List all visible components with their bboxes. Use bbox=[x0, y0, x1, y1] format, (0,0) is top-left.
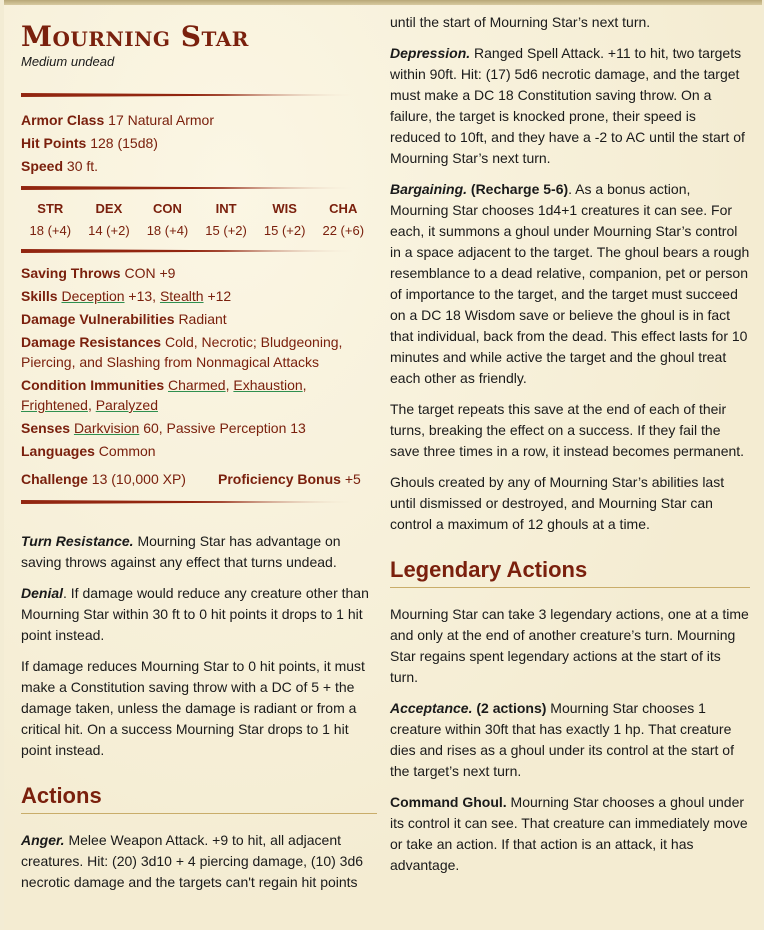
cond-exhaustion-link[interactable]: Exhaustion bbox=[233, 377, 303, 393]
resist-value: Cold, Necrotic; Bludgeoning, Piercing, and Slashing from Nonmagical Attacks bbox=[21, 334, 343, 370]
ability-label: WIS bbox=[272, 201, 297, 216]
legendary-cost: (2 actions) bbox=[472, 700, 547, 716]
core-stats bbox=[21, 110, 377, 176]
action-text: . As a bonus action, Mourning Star chooses 1d4+1 creatures it can see. For each, it summons a ghoul under Mourning Star’s control in a space adjacent to the target. The ghoul bears a rough resemblance to a dead relative, companion, pet or person of importance to the target, and the target must succeed on a DC 18 Wisdom save or believe the ghoul is in fact that individual, back from the dead. This effect lasts for 10 minutes and while active the target and the ghoul treat each other as friendly. bbox=[390, 181, 750, 386]
ability-label: CON bbox=[153, 201, 182, 216]
legendary-name: Acceptance. bbox=[390, 700, 473, 716]
ability-int bbox=[197, 200, 256, 240]
monster-type: Medium undead bbox=[21, 54, 115, 69]
stat-block-page bbox=[4, 0, 762, 930]
action-name: Depression. bbox=[390, 45, 471, 61]
armor-class-label: Armor Class bbox=[21, 112, 105, 128]
speed-label: Speed bbox=[21, 158, 64, 174]
speed-value: 30 ft. bbox=[66, 158, 99, 174]
ability-cha bbox=[314, 200, 373, 240]
action-text: Melee Weapon Attack. +9 to hit, all adjacent creatures. Hit: (20) 3d10 + 4 piercing damage, (10) 3d6 necrotic damage and the targets can't regain hit points bbox=[21, 832, 364, 890]
action-bargaining-3: Ghouls created by any of Mourning Star’s abilities last until dismissed or destroyed, and Mourning Star can control a maximum of 12 ghouls at a time. bbox=[390, 474, 725, 532]
legendary-text: Mourning Star chooses 1 creature within 30ft that has exactly 1 hp. That creature dies and rises as a ghoul under its control at the start of the target’s next turn. bbox=[390, 700, 734, 779]
hit-points bbox=[21, 133, 377, 153]
legendary-text: Mourning Star chooses a ghoul under its control it can see. That creature can immediately move or take an action. If that action is an attack, it has advantage. bbox=[390, 794, 748, 873]
prof-value: +5 bbox=[344, 471, 361, 487]
ability-con bbox=[138, 200, 197, 240]
vuln-label: Damage Vulnerabilities bbox=[21, 311, 175, 327]
ability-str bbox=[21, 200, 80, 240]
legendary-intro: Mourning Star can take 3 legendary actions, one at a time and only at the end of another creature’s turn. Mourning Star regains spent legendary actions at the start of its turn. bbox=[390, 606, 749, 685]
armor-class-value: 17 Natural Armor bbox=[108, 112, 214, 128]
legendary-name: Command Ghoul. bbox=[390, 794, 507, 810]
top-border bbox=[4, 0, 762, 5]
ability-value: 15 (+2) bbox=[205, 223, 247, 238]
cond-charmed-link[interactable]: Charmed bbox=[168, 377, 226, 393]
divider bbox=[21, 249, 357, 253]
damage-vulnerabilities bbox=[21, 309, 377, 329]
trait-denial bbox=[21, 583, 377, 646]
divider bbox=[21, 500, 357, 504]
saving-throws bbox=[21, 263, 377, 283]
hit-points-value: 128 (15d8) bbox=[90, 135, 158, 151]
prof-label: Proficiency Bonus bbox=[218, 471, 341, 487]
left-column bbox=[21, 22, 377, 903]
senses-value: 60, Passive Perception 13 bbox=[143, 420, 306, 436]
proficiency bbox=[218, 469, 361, 489]
ability-value: 22 (+6) bbox=[322, 223, 365, 238]
trait-name: Denial bbox=[21, 585, 64, 601]
vuln-value: Radiant bbox=[178, 311, 227, 327]
legendary-command-ghoul bbox=[390, 792, 750, 876]
senses bbox=[21, 418, 377, 438]
cond-label: Condition Immunities bbox=[21, 377, 165, 393]
damage-resistances bbox=[21, 332, 377, 372]
skills bbox=[21, 286, 377, 306]
actions-heading: Actions bbox=[21, 783, 377, 814]
armor-class bbox=[21, 110, 377, 130]
ability-label: DEX bbox=[95, 201, 123, 216]
action-name: Anger. bbox=[21, 832, 65, 848]
ability-scores bbox=[21, 200, 373, 240]
trait-name: Turn Resistance. bbox=[21, 533, 134, 549]
traits bbox=[21, 531, 377, 761]
saving-throws-label: Saving Throws bbox=[21, 265, 121, 281]
right-column bbox=[390, 12, 750, 886]
action-bargaining-2: The target repeats this save at the end of each of their turns, breaking the effect on a success. If they fail the save three times in a row, it instead becomes permanent. bbox=[390, 401, 745, 459]
cond-frightened-link[interactable]: Frightened bbox=[21, 397, 88, 413]
action-depression bbox=[390, 43, 750, 169]
saving-throws-value: CON +9 bbox=[124, 265, 176, 281]
senses-darkvision-link[interactable]: Darkvision bbox=[73, 420, 140, 436]
monster-name: Mourning Star bbox=[21, 20, 249, 53]
skill-deception-link[interactable]: Deception bbox=[61, 288, 125, 304]
action-text: Ranged Spell Attack. +11 to hit, two targets within 90ft. Hit: (17) 5d6 necrotic damage, and the target must make a DC 18 Constitution saving throw. On a failure, the target is knocked prone, their speed is reduced to 10ft, and they have a -2 to AC until the start of Mourning Star’s next turn. bbox=[390, 45, 745, 166]
cond-paralyzed-link[interactable]: Paralyzed bbox=[95, 397, 158, 413]
divider bbox=[21, 186, 357, 190]
divider bbox=[21, 93, 357, 97]
speed bbox=[21, 156, 377, 176]
trait-denial-continued: If damage reduces Mourning Star to 0 hit points, it must make a Constitution saving throw with a DC of 5 + the damage taken, unless the damage is radiant or from a critical hit. On a success Mourning Star drops to 1 hit point instead. bbox=[21, 658, 365, 758]
ability-label: INT bbox=[215, 201, 237, 216]
action-anger-continued: until the start of Mourning Star’s next turn. bbox=[390, 14, 651, 30]
challenge-value: 13 (10,000 XP) bbox=[91, 471, 186, 487]
skill-stealth-value: +12 bbox=[207, 288, 232, 304]
ability-value: 15 (+2) bbox=[263, 223, 306, 238]
trait-text: . If damage would reduce any creature other than Mourning Star within 30 ft to 0 hit points it drops to 1 hit point instead. bbox=[21, 585, 369, 643]
skill-stealth-link[interactable]: Stealth bbox=[159, 288, 204, 304]
ability-label: STR bbox=[37, 201, 64, 216]
detail-stats bbox=[21, 263, 377, 489]
trait-text: Mourning Star has advantage on saving throws against any effect that turns undead. bbox=[21, 533, 341, 570]
action-name: Bargaining. bbox=[390, 181, 468, 197]
skills-label: Skills bbox=[21, 288, 58, 304]
ability-label: CHA bbox=[329, 201, 358, 216]
hit-points-label: Hit Points bbox=[21, 135, 87, 151]
condition-immunities: Condition Immunities Charmed, Exhaustion, Frightened, Paralyzed bbox=[21, 377, 307, 413]
resist-label: Damage Resistances bbox=[21, 334, 162, 350]
action-bargaining bbox=[390, 179, 750, 389]
legendary-actions-heading: Legendary Actions bbox=[390, 557, 750, 588]
ability-value: 18 (+4) bbox=[146, 223, 189, 238]
senses-label: Senses bbox=[21, 420, 71, 436]
languages bbox=[21, 441, 377, 461]
trait-turn-resistance bbox=[21, 531, 377, 573]
action-anger bbox=[21, 830, 377, 893]
skill-deception-value: +13, bbox=[128, 288, 157, 304]
languages-value: Common bbox=[98, 443, 156, 459]
ability-value: 14 (+2) bbox=[88, 223, 130, 238]
ability-dex bbox=[80, 200, 139, 240]
action-recharge: (Recharge 5-6) bbox=[467, 181, 569, 197]
challenge-row bbox=[21, 469, 377, 489]
ability-wis bbox=[255, 200, 314, 240]
ability-value: 18 (+4) bbox=[29, 223, 72, 238]
challenge-label: Challenge bbox=[21, 471, 88, 487]
legendary-acceptance bbox=[390, 698, 750, 782]
languages-label: Languages bbox=[21, 443, 95, 459]
challenge bbox=[21, 469, 218, 489]
